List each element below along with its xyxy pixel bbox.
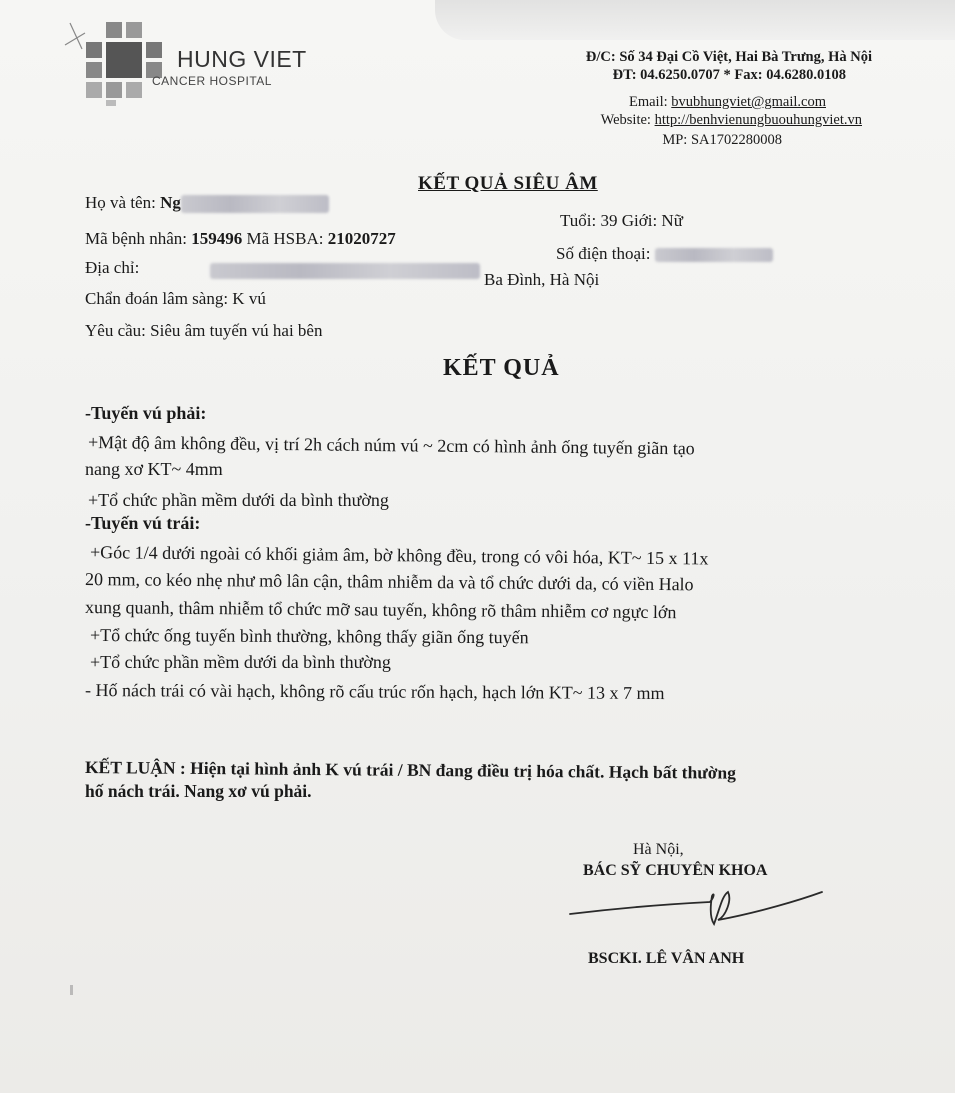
patient-id-label: Mã bệnh nhân: xyxy=(85,229,187,248)
hsba-label: Mã HSBA: xyxy=(246,229,324,248)
right-breast-line-1: +Mật độ âm không đều, vị trí 2h cách núm vú ~ 2cm có hình ảnh ống tuyến giãn tạo xyxy=(87,432,695,459)
hospital-phone-fax: ĐT: 04.6250.0707 * Fax: 04.6280.0108 xyxy=(612,67,846,83)
website-link[interactable]: http://benhvienungbuouhungviet.vn xyxy=(654,112,862,128)
right-breast-heading: -Tuyến vú phải: xyxy=(85,403,207,423)
result-heading: KẾT QUẢ xyxy=(443,355,560,381)
signature-title: BÁC SỸ CHUYÊN KHOA xyxy=(583,862,768,879)
patient-phone-line xyxy=(556,244,773,264)
redacted-name xyxy=(181,195,329,213)
hospital-logo xyxy=(82,22,352,107)
clinical-diagnosis: Chẩn đoán lâm sàng: K vú xyxy=(85,289,266,308)
patient-id-value: 159496 xyxy=(191,229,243,248)
left-breast-line-4: +Tổ chức ống tuyến bình thường, không thấy giãn ống tuyến xyxy=(89,625,529,648)
patient-name-label: Họ và tên: xyxy=(85,193,156,212)
logo-title: HUNG VIET xyxy=(177,46,307,72)
patient-phone-label: Số điện thoại: xyxy=(556,244,651,263)
address-redaction-wrap xyxy=(210,262,480,280)
report-title: KẾT QUẢ SIÊU ÂM xyxy=(418,173,598,194)
exam-request: Yêu cầu: Siêu âm tuyến vú hai bên xyxy=(85,321,323,340)
patient-id-line xyxy=(85,229,396,249)
patient-age-gender: Tuổi: 39 Giới: Nữ xyxy=(560,211,683,230)
left-breast-heading: -Tuyến vú trái: xyxy=(85,513,201,533)
website-label: Website: xyxy=(600,112,655,128)
patient-name-line xyxy=(85,193,329,213)
contact-block xyxy=(540,49,872,84)
patient-name-visible: Ng xyxy=(160,193,181,212)
left-breast-line-6: - Hố nách trái có vài hạch, không rõ cấu trúc rốn hạch, hạch lớn KT~ 13 x 7 mm xyxy=(84,680,665,704)
doctor-name: BSCKI. LÊ VÂN ANH xyxy=(588,950,745,967)
left-breast-line-5: +Tổ chức phần mềm dưới da bình thường xyxy=(90,652,391,672)
website-line xyxy=(560,112,862,129)
handwritten-signature xyxy=(560,878,840,938)
left-breast-line-2: 20 mm, co kéo nhẹ như mô lân cận, thâm nhiễm da và tổ chức dưới da, có viền Halo xyxy=(84,569,694,595)
left-breast-line-3: xung quanh, thâm nhiễm tổ chức mỡ sau tuyến, không rõ thâm nhiễm cơ ngực lớn xyxy=(84,597,677,623)
patient-address-visible: Ba Đình, Hà Nội xyxy=(484,270,600,289)
left-breast-line-1: +Góc 1/4 dưới ngoài có khối giảm âm, bờ không đều, trong có vôi hóa, KT~ 15 x 11x xyxy=(89,542,709,569)
mp-code: MP: SA1702280008 xyxy=(662,132,782,148)
margin-mark xyxy=(70,985,73,995)
conclusion-line-2: hố nách trái. Nang xơ vú phải. xyxy=(85,781,312,801)
email-label: Email: xyxy=(628,94,672,110)
redacted-phone xyxy=(655,248,773,262)
email-line xyxy=(560,94,826,111)
paper-fold-shadow xyxy=(435,0,955,40)
redacted-address xyxy=(210,263,480,279)
right-breast-line-3: +Tổ chức phần mềm dưới da bình thường xyxy=(88,490,389,510)
hospital-address: Đ/C: Số 34 Đại Cồ Việt, Hai Bà Trưng, Hà Nội xyxy=(585,49,872,65)
pen-mark xyxy=(60,15,100,55)
signature-place: Hà Nội, xyxy=(633,841,684,858)
logo-subtitle: CANCER HOSPITAL xyxy=(152,74,272,88)
email-link[interactable]: bvubhungviet@gmail.com xyxy=(671,94,826,110)
hsba-value: 21020727 xyxy=(327,229,396,248)
right-breast-line-2: nang xơ KT~ 4mm xyxy=(85,459,223,479)
conclusion-line-1: KẾT LUẬN : Hiện tại hình ảnh K vú trái / BN đang điều trị hóa chất. Hạch bất thường xyxy=(84,757,737,783)
patient-address-label: Địa chỉ: xyxy=(85,258,140,277)
